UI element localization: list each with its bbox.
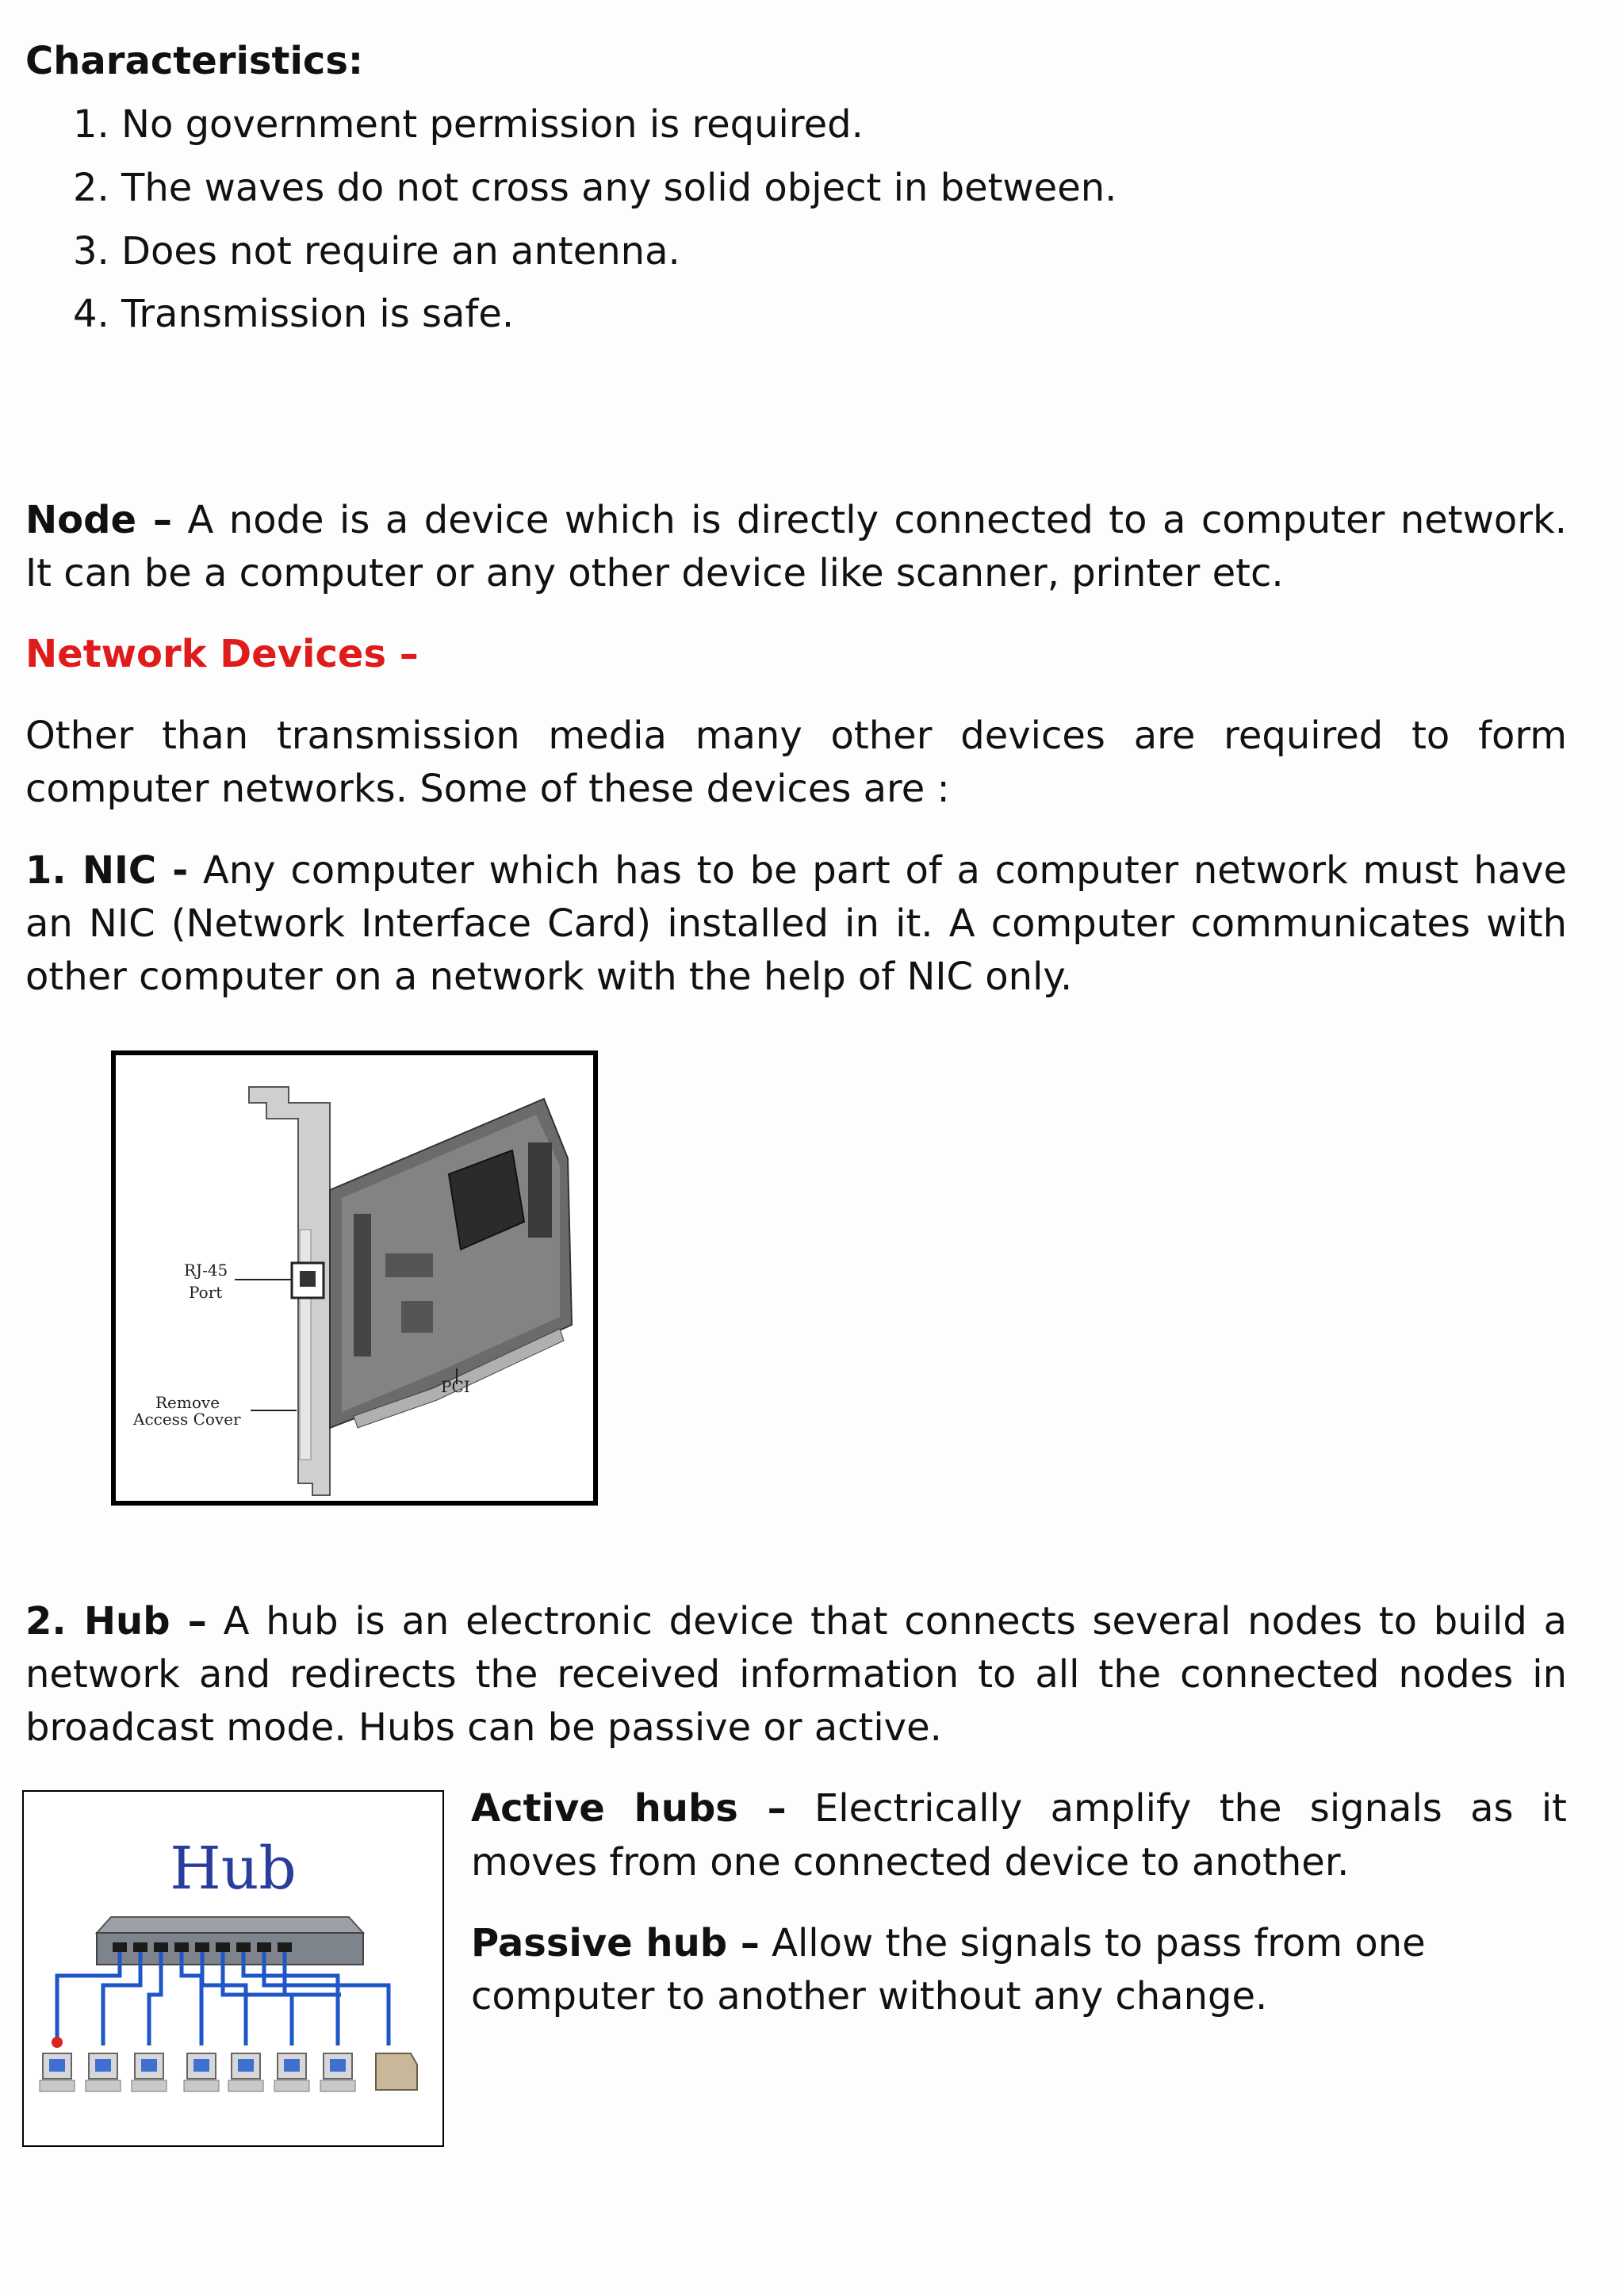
remove-label: Remove (155, 1393, 220, 1412)
network-devices-heading: Network Devices – (25, 632, 419, 676)
passive-hub-line-1 (471, 1917, 1567, 1970)
nic-term: 1. NIC - (25, 848, 189, 893)
list-item: 2. The waves do not cross any solid object in between. (73, 166, 1117, 210)
nic-card-figure (111, 1050, 598, 1506)
hub-paragraph-line-1 (25, 1595, 1567, 1648)
hub-paragraph-line-3: broadcast mode. Hubs can be passive or active. (25, 1705, 942, 1750)
port-label: Port (189, 1283, 223, 1302)
access-cover-label: Access Cover (133, 1410, 241, 1429)
hub-term: 2. Hub – (25, 1599, 207, 1644)
active-hubs-line-2: moves from one connected device to another. (471, 1840, 1350, 1885)
nic-paragraph-line-2: an NIC (Network Interface Card) installed in it. A computer communicates with (25, 901, 1567, 946)
node-paragraph-line-1 (25, 494, 1567, 547)
pci-label: PCI (441, 1377, 470, 1396)
hub-illustration (24, 1792, 442, 2145)
network-devices-intro-line-2: computer networks. Some of these devices are : (25, 767, 950, 811)
passive-hub-term: Passive hub – (471, 1921, 760, 1965)
hub-paragraph-line-2: network and redirects the received information to all the connected nodes in (25, 1652, 1567, 1697)
active-hubs-line-1 (471, 1782, 1567, 1835)
nic-paragraph-line-1 (25, 844, 1567, 897)
node-paragraph-line-2: It can be a computer or any other device like scanner, printer etc. (25, 551, 1284, 595)
nic-card-illustration (116, 1055, 593, 1501)
network-devices-intro-line-1: Other than transmission media many other devices are required to form (25, 714, 1567, 758)
nic-paragraph-line-3: other computer on a network with the help of NIC only. (25, 955, 1073, 999)
list-item: 4. Transmission is safe. (73, 292, 515, 336)
rj45-label: RJ-45 (184, 1261, 228, 1280)
node-term: Node – (25, 498, 172, 542)
node-definition: A node is a device which is directly connected to a computer network. (187, 498, 1568, 542)
hub-definition: A hub is an electronic device that connects several nodes to build a (223, 1599, 1568, 1644)
list-item: 3. Does not require an antenna. (73, 229, 680, 274)
hub-figure (22, 1790, 444, 2147)
passive-hub-line-2: computer to another without any change. (471, 1974, 1268, 2019)
passive-hub-definition: Allow the signals to pass from one (772, 1921, 1426, 1965)
list-item: 1. No government permission is required. (73, 102, 864, 147)
active-hubs-term: Active hubs – (471, 1786, 787, 1831)
characteristics-heading: Characteristics: (25, 39, 364, 83)
hub-figure-title: Hub (170, 1835, 297, 1903)
nic-definition: Any computer which has to be part of a computer network must have (202, 848, 1568, 893)
active-hubs-definition: Electrically amplify the signals as it (814, 1786, 1567, 1831)
